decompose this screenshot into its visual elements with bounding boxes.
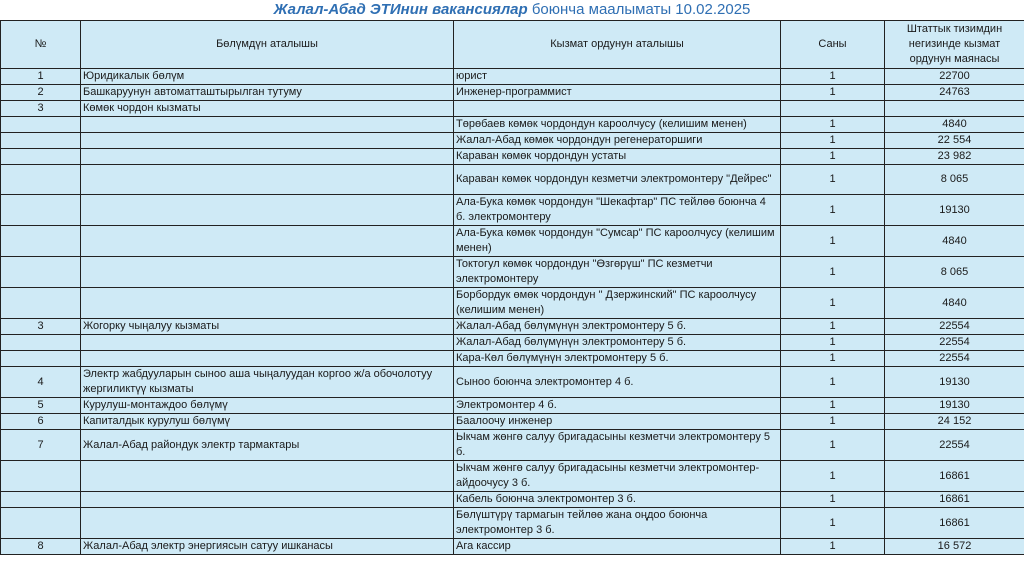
table-row <box>1 508 1024 539</box>
cell-position: Жалал-Абад бөлүмүнүн электромонтеру 5 б. <box>454 319 781 335</box>
table-row <box>1 414 1024 430</box>
cell-num: 1 <box>1 69 81 85</box>
cell-count: 1 <box>781 288 885 319</box>
cell-position: Ага кассир <box>454 539 781 555</box>
cell-num <box>1 226 81 257</box>
cell-position: Электромонтер 4 б. <box>454 398 781 414</box>
table-row <box>1 319 1024 335</box>
cell-count <box>781 101 885 117</box>
table-row <box>1 149 1024 165</box>
cell-count: 1 <box>781 335 885 351</box>
cell-salary: 19130 <box>885 398 1024 414</box>
table-row <box>1 69 1024 85</box>
cell-count: 1 <box>781 133 885 149</box>
cell-num <box>1 195 81 226</box>
cell-unit: Капиталдык курулуш бөлүмү <box>81 414 454 430</box>
cell-unit <box>81 226 454 257</box>
cell-position: Инженер-программист <box>454 85 781 101</box>
cell-position: Караван көмөк чордондун кезметчи электромонтеру "Дейрес" <box>454 165 781 195</box>
table-row <box>1 117 1024 133</box>
cell-unit <box>81 351 454 367</box>
cell-num <box>1 165 81 195</box>
title-rest: боюнча маалыматы 10.02.2025 <box>527 1 751 18</box>
cell-count: 1 <box>781 398 885 414</box>
cell-unit <box>81 288 454 319</box>
cell-num: 7 <box>1 430 81 461</box>
cell-unit: Юридикалык бөлүм <box>81 69 454 85</box>
cell-unit <box>81 492 454 508</box>
cell-position: юрист <box>454 69 781 85</box>
cell-salary: 22554 <box>885 430 1024 461</box>
cell-num <box>1 257 81 288</box>
table-row <box>1 430 1024 461</box>
cell-unit <box>81 461 454 492</box>
cell-salary: 4840 <box>885 226 1024 257</box>
cell-count: 1 <box>781 351 885 367</box>
cell-position: Баалоочу инженер <box>454 414 781 430</box>
cell-num <box>1 335 81 351</box>
cell-unit: Жалал-Абад райондук электр тармактары <box>81 430 454 461</box>
table-row <box>1 165 1024 195</box>
table-row <box>1 539 1024 555</box>
table-row <box>1 461 1024 492</box>
cell-unit: Башкаруунун автоматташтырылган тутуму <box>81 85 454 101</box>
cell-unit: Көмөк чордон кызматы <box>81 101 454 117</box>
vacancies-table <box>0 20 1024 555</box>
cell-salary: 16861 <box>885 461 1024 492</box>
cell-salary: 22554 <box>885 319 1024 335</box>
table-row <box>1 398 1024 414</box>
cell-num: 3 <box>1 101 81 117</box>
cell-unit <box>81 165 454 195</box>
header-row <box>1 21 1024 69</box>
cell-count: 1 <box>781 539 885 555</box>
cell-salary: 8 065 <box>885 165 1024 195</box>
cell-position: Жалал-Абад бөлүмүнүн электромонтеру 5 б. <box>454 335 781 351</box>
cell-count: 1 <box>781 149 885 165</box>
cell-num <box>1 351 81 367</box>
cell-position <box>454 101 781 117</box>
title-bold: Жалал-Абад ЭТИнин вакансиялар <box>273 1 528 18</box>
cell-num: 3 <box>1 319 81 335</box>
cell-count: 1 <box>781 69 885 85</box>
cell-unit: Электр жабдууларын сыноо аша чыңалуудан коргоо ж/а обочолотуу жергиликтүү кызматы <box>81 367 454 398</box>
cell-count: 1 <box>781 257 885 288</box>
cell-salary: 19130 <box>885 367 1024 398</box>
cell-salary: 24763 <box>885 85 1024 101</box>
cell-num <box>1 149 81 165</box>
cell-salary: 16861 <box>885 492 1024 508</box>
table-row <box>1 85 1024 101</box>
cell-salary: 23 982 <box>885 149 1024 165</box>
cell-position: Жалал-Абад көмөк чордондун регенераторшиги <box>454 133 781 149</box>
cell-count: 1 <box>781 226 885 257</box>
cell-count: 1 <box>781 195 885 226</box>
cell-position: Бөлүштүрү тармагын тейлөө жана оңдоо боюнча электромонтер 3 б. <box>454 508 781 539</box>
table-row <box>1 101 1024 117</box>
cell-position: Токтогул көмөк чордондун "Өзгөрүш" ПС кезметчи электромонтеру <box>454 257 781 288</box>
table-row <box>1 492 1024 508</box>
cell-count: 1 <box>781 85 885 101</box>
cell-count: 1 <box>781 508 885 539</box>
cell-salary: 22554 <box>885 335 1024 351</box>
table-row <box>1 226 1024 257</box>
cell-position: Ыкчам жөнгө салуу бригадасыны кезметчи электромонтер-айдоочусу 3 б. <box>454 461 781 492</box>
cell-salary: 4840 <box>885 288 1024 319</box>
cell-salary: 22554 <box>885 351 1024 367</box>
cell-num: 4 <box>1 367 81 398</box>
cell-num <box>1 117 81 133</box>
header-unit: Бөлүмдүн аталышы <box>81 21 454 69</box>
table-row <box>1 351 1024 367</box>
cell-salary: 4840 <box>885 117 1024 133</box>
cell-num <box>1 508 81 539</box>
cell-unit <box>81 149 454 165</box>
cell-unit: Курулуш-монтаждоо бөлүмү <box>81 398 454 414</box>
cell-salary: 22700 <box>885 69 1024 85</box>
cell-num: 8 <box>1 539 81 555</box>
cell-unit <box>81 117 454 133</box>
cell-num <box>1 461 81 492</box>
cell-position: Кара-Көл бөлүмүнүн электромонтеру 5 б. <box>454 351 781 367</box>
header-salary: Штаттык тизимдин негизинде кызмат ордунун маянасы <box>885 21 1024 69</box>
cell-position: Ала-Бука көмөк чордондун "Сумсар" ПС кароолчусу (келишим менен) <box>454 226 781 257</box>
cell-count: 1 <box>781 430 885 461</box>
cell-position: Борбордук өмөк чордондун " Дзержинский" ПС кароолчусу (келишим менен) <box>454 288 781 319</box>
cell-count: 1 <box>781 414 885 430</box>
cell-count: 1 <box>781 367 885 398</box>
cell-salary: 19130 <box>885 195 1024 226</box>
cell-num <box>1 133 81 149</box>
cell-num: 5 <box>1 398 81 414</box>
cell-count: 1 <box>781 117 885 133</box>
cell-unit <box>81 508 454 539</box>
cell-unit: Жалал-Абад электр энергиясын сатуу ишканасы <box>81 539 454 555</box>
table-row <box>1 257 1024 288</box>
cell-num <box>1 492 81 508</box>
cell-position: Кабель боюнча электромонтер 3 б. <box>454 492 781 508</box>
cell-position: Ала-Бука көмөк чордондун "Шекафтар" ПС тейлөө боюнча 4 б. электромонтеру <box>454 195 781 226</box>
header-count: Саны <box>781 21 885 69</box>
cell-salary: 16861 <box>885 508 1024 539</box>
header-num: № <box>1 21 81 69</box>
cell-unit <box>81 257 454 288</box>
cell-salary: 22 554 <box>885 133 1024 149</box>
table-row <box>1 335 1024 351</box>
cell-salary: 8 065 <box>885 257 1024 288</box>
header-position: Кызмат ордунун аталышы <box>454 21 781 69</box>
table-body <box>1 69 1024 555</box>
cell-count: 1 <box>781 461 885 492</box>
cell-position: Сыноо боюнча электромонтер 4 б. <box>454 367 781 398</box>
cell-unit <box>81 133 454 149</box>
cell-unit <box>81 195 454 226</box>
table-row <box>1 195 1024 226</box>
cell-position: Караван көмөк чордондун устаты <box>454 149 781 165</box>
cell-salary: 16 572 <box>885 539 1024 555</box>
cell-num: 6 <box>1 414 81 430</box>
cell-count: 1 <box>781 319 885 335</box>
page-title <box>0 0 1024 20</box>
table-row <box>1 133 1024 149</box>
cell-count: 1 <box>781 492 885 508</box>
cell-num: 2 <box>1 85 81 101</box>
table-row <box>1 288 1024 319</box>
cell-salary: 24 152 <box>885 414 1024 430</box>
table-row <box>1 367 1024 398</box>
cell-count: 1 <box>781 165 885 195</box>
cell-num <box>1 288 81 319</box>
cell-position: Ыкчам жөнгө салуу бригадасыны кезметчи электромонтеру 5 б. <box>454 430 781 461</box>
cell-unit: Жогорку чыңалуу кызматы <box>81 319 454 335</box>
cell-unit <box>81 335 454 351</box>
cell-position: Төрөбаев көмөк чордондун кароолчусу (келишим менен) <box>454 117 781 133</box>
cell-salary <box>885 101 1024 117</box>
